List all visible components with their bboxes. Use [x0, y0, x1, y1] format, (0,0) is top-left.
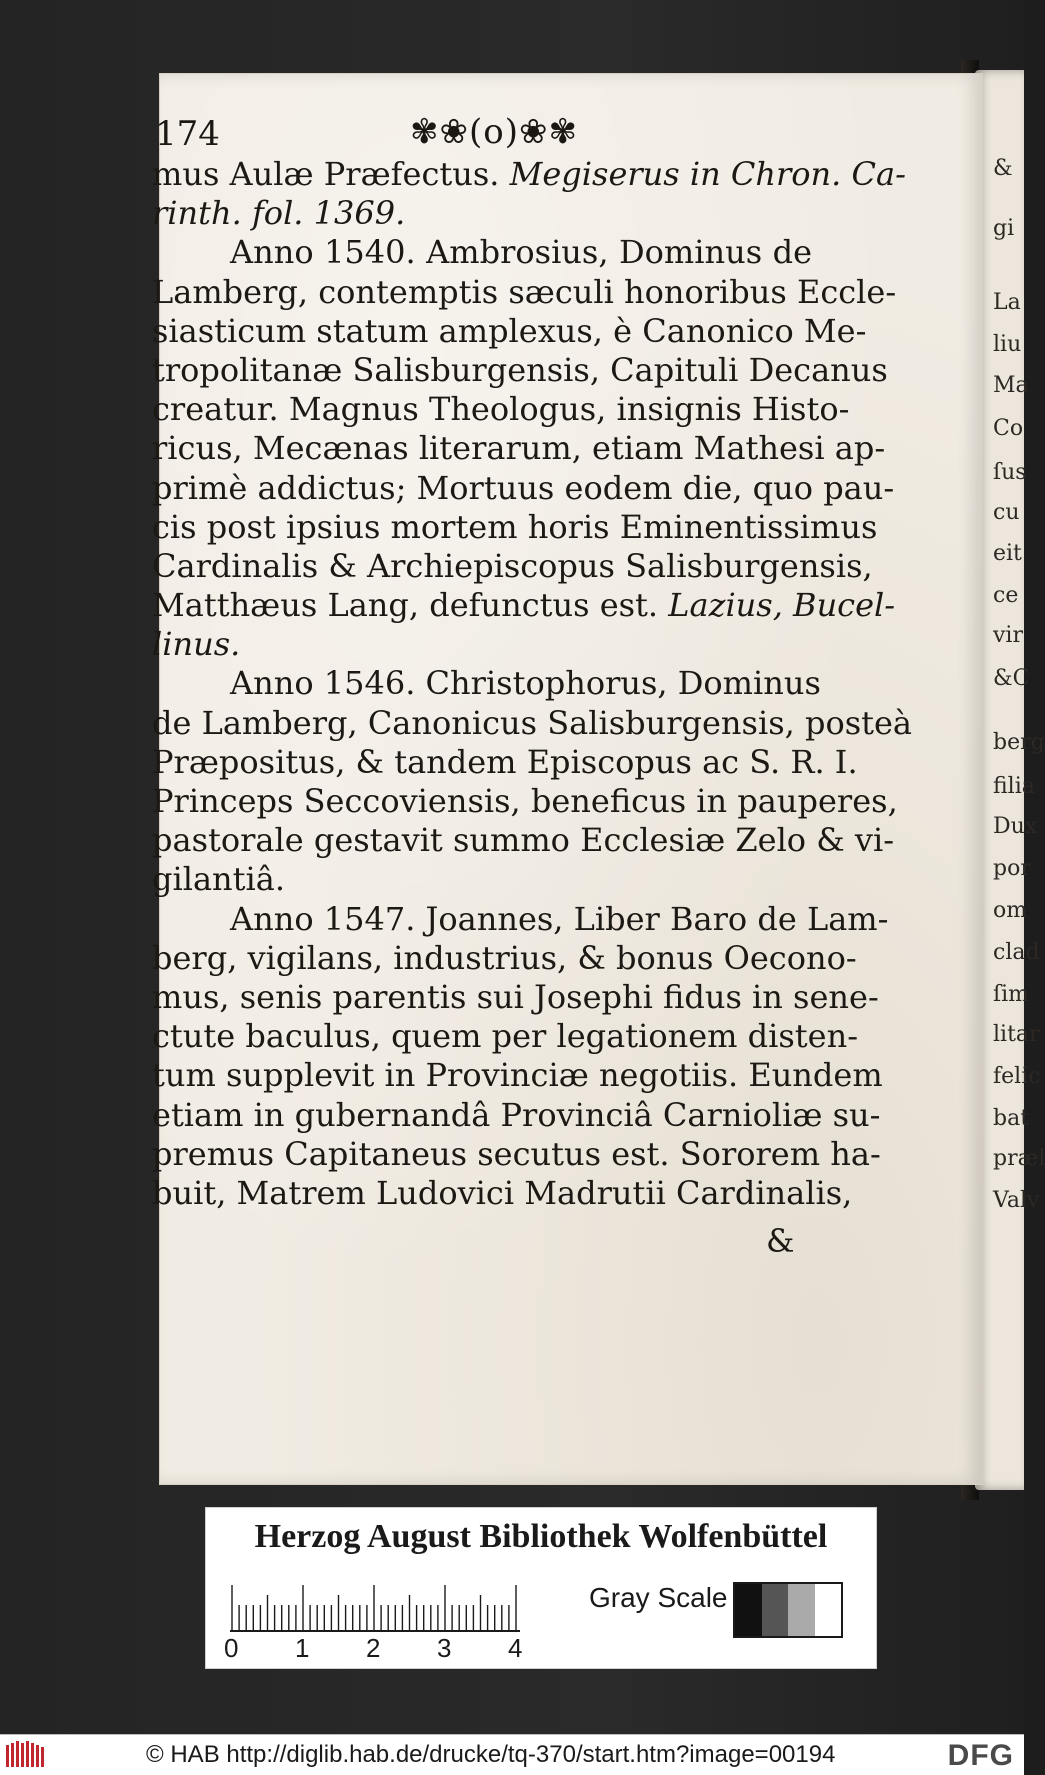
line-text: Princeps Seccoviensis, beneficus in pauperes, [152, 782, 898, 820]
color-reference-card [205, 1507, 877, 1669]
ruler-number: 1 [295, 1633, 310, 1663]
gray-swatch [735, 1584, 762, 1636]
text-line [152, 546, 873, 586]
line-text: mus, senis parentis sui Josephi fidus in sene- [152, 977, 879, 1016]
text-line [152, 311, 867, 351]
line-text: mus Aulæ Præfectus. [152, 155, 510, 193]
text-line [152, 155, 906, 194]
text-line [152, 390, 850, 429]
next-page-fragment: Valv [993, 1188, 1040, 1213]
line-text: siasticum statum amplexus, è Canonico Me- [152, 311, 867, 350]
gray-scale-swatches [733, 1582, 843, 1638]
next-page-fragment: Ma [993, 373, 1029, 398]
text-line [152, 899, 889, 939]
gray-scale-label: Gray Scale [589, 1582, 728, 1613]
gray-swatch [815, 1584, 842, 1636]
next-page-fragment: Dux [993, 814, 1038, 839]
footer-url[interactable]: © HAB http://diglib.hab.de/drucke/tq-370/start.htm?image=00194 [146, 1741, 836, 1768]
ruler-number: 4 [508, 1633, 523, 1663]
ruler-number: 2 [366, 1633, 381, 1663]
next-page-fragment: por [993, 856, 1031, 881]
line-text: etiam in gubernandâ Provinciâ Carnioliæ su- [152, 1095, 881, 1134]
next-page-fragment: eit [993, 541, 1022, 566]
line-text: Lamberg, contemptis sæculi honoribus Eccle- [152, 272, 897, 311]
line-text: ricus, Mecænas literarum, etiam Mathesi ap- [152, 429, 886, 468]
next-page-fragment: & [993, 156, 1013, 181]
line-text: gilantiâ. [152, 860, 285, 899]
line-text: Matthæus Lang, defunctus est. [152, 586, 669, 625]
page-text [152, 155, 912, 1213]
citation: rinth. fol. 1369. [152, 194, 406, 233]
next-page-fragment: felic [993, 1064, 1041, 1089]
gray-swatch [788, 1584, 815, 1636]
line-text: tum supplevit in Provinciæ negotiis. Eundem [152, 1056, 883, 1095]
gray-swatch [762, 1584, 789, 1636]
next-page-edge [975, 70, 1045, 1490]
next-page-fragment: La [993, 290, 1021, 315]
page-number: 174 [155, 114, 220, 154]
library-title: Herzog August Bibliothek Wolfenbüttel [254, 1518, 828, 1555]
next-page-fragment: liu [993, 332, 1022, 357]
ruler-number: 0 [224, 1633, 239, 1663]
line-text: ctute baculus, quem per legationem disten- [152, 1017, 859, 1056]
line-text: buit, Matrem Ludovici Madrutii Cardinalis, [152, 1173, 853, 1212]
text-line [152, 860, 812, 899]
next-page-fragment: ce [993, 583, 1019, 608]
next-page-fragment: cu [993, 500, 1020, 525]
text-line [152, 586, 896, 625]
citation: Megiserus in Chron. Ca- [509, 155, 906, 193]
line-text: tropolitanæ Salisburgensis, Capituli Decanus [152, 350, 888, 389]
text-line [152, 977, 879, 1017]
line-text: Anno 1546. Christophorus, Dominus [230, 664, 821, 703]
text-line [152, 821, 895, 860]
ruler-scale [230, 1583, 530, 1633]
line-text: pastorale gestavit summo Ecclesiæ Zelo & vi- [152, 821, 895, 860]
line-text: creatur. Magnus Theologus, insignis Histo- [152, 390, 850, 429]
hab-logo-icon [6, 1741, 46, 1769]
next-page-fragment: om [993, 898, 1028, 923]
text-line [152, 468, 895, 508]
next-page-fragment: berg [993, 730, 1045, 755]
next-page-fragment: ſim [993, 982, 1030, 1007]
next-page-fragment: clad [993, 940, 1040, 965]
text-line [152, 1173, 853, 1213]
line-text: berg, vigilans, industrius, & bonus Oecono- [152, 938, 857, 977]
text-line [152, 429, 886, 468]
line-text: premus Capitaneus secutus est. Sororem ha- [152, 1134, 881, 1173]
text-line [152, 664, 821, 703]
citation: Lazius, Bucel- [668, 586, 896, 625]
next-page-fragment: Co [993, 416, 1024, 441]
text-line [152, 938, 857, 978]
next-page-fragment: &C [993, 666, 1030, 691]
citation: linus. [152, 625, 241, 664]
next-page-fragment: litar [993, 1022, 1040, 1047]
ruler-number: 3 [437, 1633, 452, 1663]
text-line [152, 1017, 859, 1056]
text-line [152, 194, 812, 233]
next-page-fragment: ſus [993, 460, 1027, 485]
line-text: Præpositus, & tandem Episcopus ac S. R. I. [152, 742, 858, 781]
line-text: Cardinalis & Archiepiscopus Salisburgensis, [152, 546, 873, 585]
text-line [152, 350, 888, 390]
line-text: de Lamberg, Canonicus Salisburgensis, posteà [152, 703, 912, 742]
text-line [152, 1095, 881, 1135]
text-line [152, 625, 812, 664]
catchword: & [766, 1222, 795, 1260]
text-line [152, 742, 858, 782]
next-page-fragment: præl [993, 1146, 1045, 1171]
text-line [152, 233, 812, 272]
text-line [152, 703, 912, 743]
text-line [152, 272, 897, 312]
dfg-logo: DFG [947, 1739, 1014, 1772]
footer-bar [0, 1734, 1024, 1775]
line-text: cis post ipsius mortem horis Eminentissimus [152, 507, 878, 546]
next-page-fragment: bat [993, 1106, 1030, 1131]
line-text: primè addictus; Mortuus eodem die, quo pau- [152, 468, 895, 507]
text-line [152, 1056, 883, 1095]
next-page-fragment: gi [993, 216, 1015, 241]
next-page-fragment: vir [993, 623, 1023, 648]
line-text: Anno 1547. Joannes, Liber Baro de Lam- [230, 899, 889, 938]
next-page-fragment: filia [993, 774, 1035, 799]
text-line [152, 507, 878, 547]
ornament-icon: ✾❀(o)❀✾ [410, 112, 578, 152]
line-text: Anno 1540. Ambrosius, Dominus de [230, 233, 812, 272]
text-line [152, 782, 898, 821]
text-line [152, 1134, 881, 1174]
